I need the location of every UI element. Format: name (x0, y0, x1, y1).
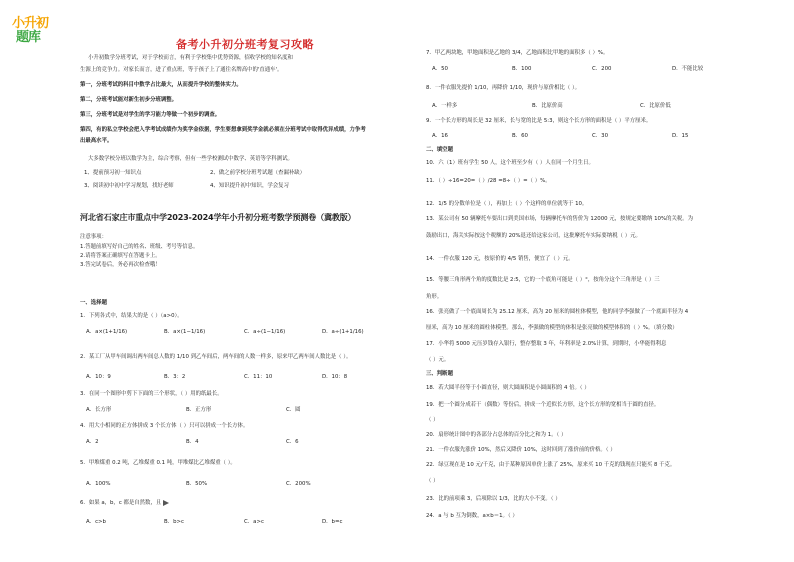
option: A．10：9 (86, 374, 111, 380)
option: B．比原价高 (532, 103, 563, 109)
option: A．16 (432, 133, 448, 139)
option: B．60 (512, 133, 528, 139)
question-12: 12．1/5 的分数单位是（ ），再加上（ ）个这样的单位就等于 10。 (426, 201, 588, 207)
option: A．c>b (86, 519, 106, 525)
tips-intro: 大多数学校分班以数学为主，综合考察，但有一些学校测试中数学、英语等学科测试。 (88, 156, 293, 162)
question-1: 1．下列各式中，结果大的是（ ）（a>0）。 (80, 313, 183, 319)
intro-line: 小升初数学分班考试，对于学校而言，有利于学校集中优势资源，招收学校的知名度和 (88, 55, 293, 61)
option: D．b=c (322, 519, 343, 525)
triangle-icon (163, 500, 169, 506)
option: B．4 (186, 439, 199, 445)
option: C．6 (286, 439, 299, 445)
question-21: 21．一件衣服先涨价 10%，然后又降价 10%，这时回到了涨价前的价格。（ ） (426, 447, 616, 453)
question-3: 3．在同一个图形中剪下下面的三个形状，（ ）用的纸最长。 (80, 391, 223, 397)
site-logo (10, 10, 64, 44)
option: D．a÷(1+1/16) (322, 329, 364, 335)
option: B．50% (186, 481, 208, 487)
option: C．11：10 (244, 374, 273, 380)
intro-line: 第三，分班考试是对学生的学习能力等做一个初步的调查。 (80, 112, 221, 118)
question-11: 11．（ ）÷16=20=（ ）/28 =8÷（ ）=（ ）%。 (426, 178, 551, 184)
intro-line: 第四，有的私立学校会把入学考试成绩作为奖学金依据，学生要想拿到奖学金就必须在分班考试中取得优异成绩，力争考 (80, 127, 366, 133)
logo-line1: 小升初 (12, 16, 49, 31)
intro-line: 出最高水平。 (80, 138, 113, 144)
question-2: 2．某工厂从甲车间调出两车间总人数的 1/10 到乙车间后，两车间的人数一样多，原来甲乙两车间人数比是（ ）。 (80, 354, 352, 360)
option: D．15 (672, 133, 689, 139)
option: A．一样多 (432, 103, 458, 109)
question-24: 24．a 与 b 互为倒数，a×b＝1。（ ） (426, 513, 518, 519)
option: A．100% (86, 481, 111, 487)
intro-line: 第一，分班考试的科目中数学占比最大，从而提升学校的整体实力。 (80, 82, 242, 88)
option: C．a÷(1−1/16) (244, 329, 286, 335)
question-22: 22．绿豆现在是 10 元/千克，由于某种原因单价上涨了 25%，原来买 10 千克的钱现在只能买 8 千克。 (426, 462, 676, 468)
question-6-text: 6．如果 a，b，c 都是自然数，且 (80, 500, 162, 506)
note-item: 2.请将答案正确填写在答题卡上。 (80, 253, 161, 259)
note-item: 1.答题前填写好自己的姓名、班级、考号等信息。 (80, 244, 199, 250)
option: B．正方形 (186, 407, 212, 413)
section-heading: 二、填空题 (426, 147, 453, 153)
question-20: 20．扇形统计图中的各部分占总体的百分比之和为 1。（ ） (426, 432, 567, 438)
note-item: 3.答完试卷后，务必再次检查哦！ (80, 262, 161, 268)
option: C．圆 (286, 407, 301, 413)
option: D．不能比较 (672, 66, 704, 72)
logo-line2: 题库 (16, 30, 41, 45)
option: C．200 (592, 66, 612, 72)
question-13-cont: 鼓励出口，海关实际按这个税额的 20%退还给这家公司，这批摩托车实际要纳税（ ）元。 (426, 233, 641, 239)
question-8: 8．一件衣服先提价 1/10，再降价 1/10，现价与原价相比（ ）。 (426, 85, 581, 91)
question-16: 16．张亮做了一个底面周长为 25.12 厘米，高为 20 厘米的圆柱体模型，他的同学李强做了一个底面半径为 4 (426, 309, 689, 315)
option: D．10：8 (322, 374, 348, 380)
question-6 (80, 498, 169, 506)
question-23: 23．比的前项乘 3，后项除以 1/3，比的大小不变。（ ） (426, 496, 561, 502)
question-5: 5．甲堆煤重 0.2 吨，乙堆煤重 0.1 吨，甲堆煤比乙堆煤重（ ）。 (80, 460, 236, 466)
question-17-cont: （ ）元。 (426, 357, 450, 363)
question-13: 13．某公司有 50 辆摩托车要出口到美国市场，每辆摩托车的售价为 12000 元，按规定要缴纳 10%的关税。为 (426, 216, 694, 222)
question-17: 17．小华将 5000 元压岁钱存入银行，整存整取 3 年，年利率是 2.0%计算，到期时，小华能得利息 (426, 341, 667, 347)
question-19: 19．把一个圆分成若干（偶数）等份后，拼成一个近似长方形，这个长方形的宽相当于圆的直径。 (426, 402, 660, 408)
page-title: 备考小升初分班考复习攻略 (176, 38, 314, 51)
option: C．比原价低 (640, 103, 671, 109)
option: C．30 (592, 133, 609, 139)
option: B．100 (512, 66, 532, 72)
question-22-cont: （ ） (426, 478, 439, 484)
question-7: 7．甲乙两块地，甲地面积是乙地的 3/4，乙地面积比甲地的面积多（ ）%。 (426, 50, 609, 56)
option: A．2 (86, 439, 99, 445)
option: C．a>c (244, 519, 264, 525)
intro-line: 生源上的竞争力。对家长而言，进了重点班，等于孩子上了通往名牌高中的'直通车'。 (80, 67, 283, 73)
tip-item: 1、提前预习初一知识点 (84, 170, 142, 176)
question-4: 4．用大小相同的正方体拼成 3 个长方体（ ）只可以拼成一个长方体。 (80, 423, 249, 429)
question-10: 10．六（1）班有学生 50 人，这个班至少有（ ）人在同一个月生日。 (426, 160, 594, 166)
question-9: 9．一个长方形的周长是 32 厘米，长与宽的比是 5:3，则这个长方形的面积是（ ）平方厘米。 (426, 118, 652, 124)
question-19-cont: （ ） (426, 417, 439, 423)
option: C．200% (286, 481, 311, 487)
tip-item: 3、阅读初中初中学习规划，找好老师 (84, 183, 174, 189)
question-16-cont: 厘米，高为 10 厘米的圆柱体模型。那么，李强做的模型的体积是张亮做的模型体积的（ ）%。（填分数） (426, 325, 678, 331)
question-15-cont: 角形。 (426, 294, 443, 300)
option: A．a×(1+1/16) (86, 329, 128, 335)
exam-title: 河北省石家庄市重点中学2023-2024学年小升初分班考数学预测卷（冀教版） (80, 212, 356, 222)
question-18: 18．若大圆半径等于小圆直径，则大圆面积是小圆面积的 4 倍。（ ） (426, 385, 590, 391)
option: B．b>c (164, 519, 184, 525)
section-heading: 三、判断题 (426, 371, 453, 377)
question-14: 14．一件衣服 120 元，按原价的 4/5 销售，便宜了（ ）元。 (426, 256, 574, 262)
option: A．50 (432, 66, 448, 72)
tip-item: 4、知识提升初中知识，学会复习 (210, 183, 289, 189)
option: A．长方形 (86, 407, 112, 413)
tip-item: 2、做之前学校分班考试题（查漏补缺） (210, 170, 306, 176)
option: B．a×(1−1/16) (164, 329, 206, 335)
option: B．3：2 (164, 374, 186, 380)
intro-line: 第二，分班考试能对新生初步分班调整。 (80, 97, 178, 103)
notes-heading: 注意事项： (80, 234, 107, 240)
question-15: 15．等腰三角形两个角的度数比是 2:5，它的一个底角可能是（ ）°，按角分这个三角形是（ ）三 (426, 277, 660, 283)
section-heading: 一、选择题 (80, 300, 107, 306)
